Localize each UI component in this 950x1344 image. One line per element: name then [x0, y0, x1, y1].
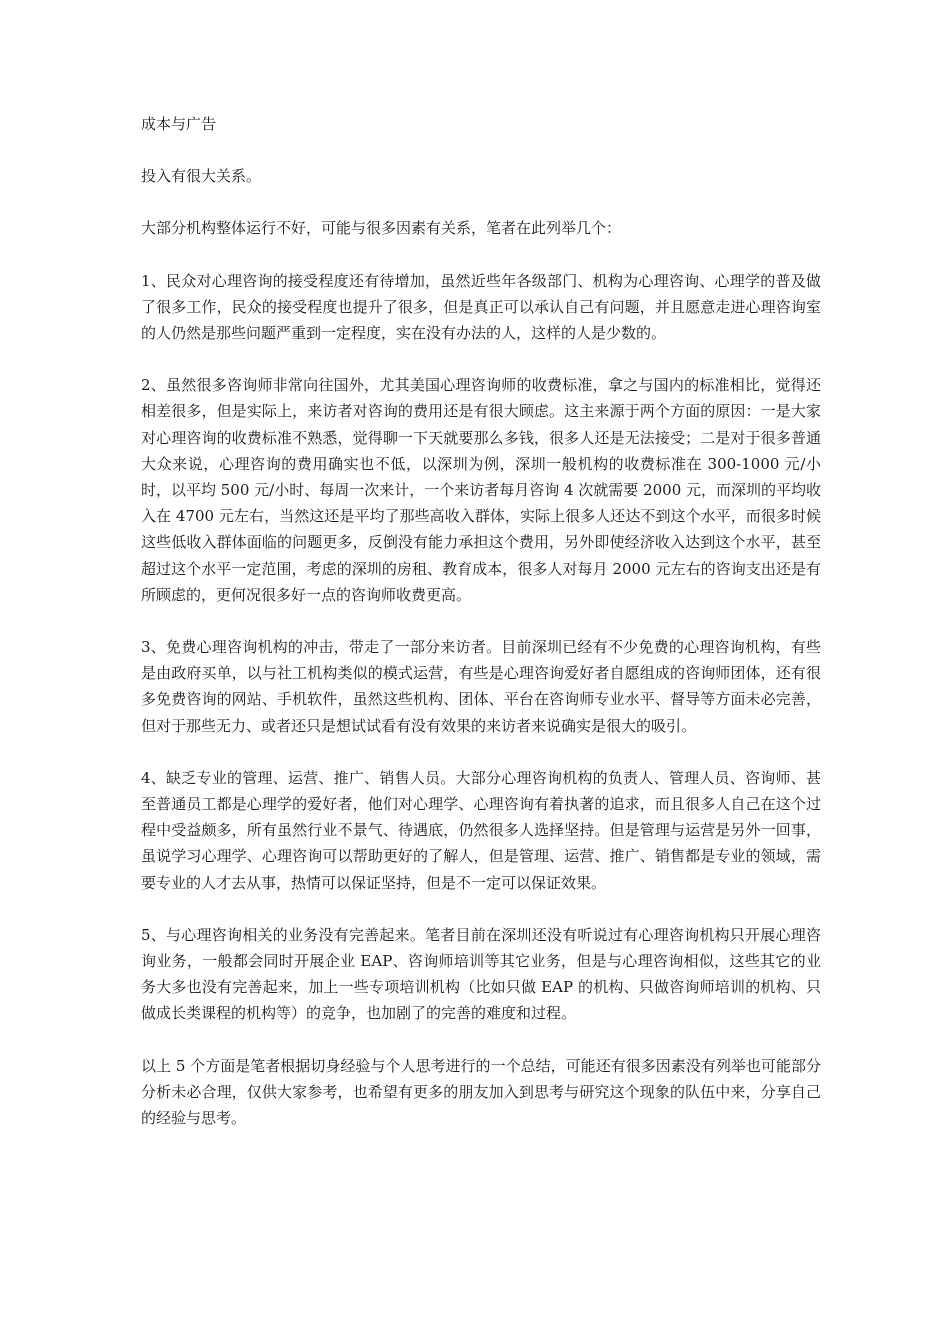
paragraph-fragment: 投入有很大关系。 [141, 167, 262, 186]
paragraph-conclusion: 以上 5 个方面是笔者根据切身经验与个人思考进行的一个总结，可能还有很多因素没有列举也可能部分分析未必合理，仅供大家参考，也希望有更多的朋友加入到思考与研究这个现象的队伍中来，分享自己的经验与思考。 [141, 1056, 821, 1128]
paragraph-point-1: 1、民众对心理咨询的接受程度还有待增加，虽然近些年各级部门、机构为心理咨询、心理学的普及做了很多工作，民众的接受程度也提升了很多，但是真正可以承认自己有问题，并且愿意走进心理咨询室的人仍然是那些问题严重到一定程度，实在没有办法的人，这样的人是少数的。 [141, 271, 821, 343]
paragraph-heading-fragment: 成本与广告 [141, 115, 217, 133]
paragraph-point-3: 3、免费心理咨询机构的冲击，带走了一部分来访者。目前深圳已经有不少免费的心理咨询机构，有些是由政府买单，以与社工机构类似的模式运营，有些是心理咨询爱好者自愿组成的咨询师团体，还有很多免费咨询的网站、手机软件，虽然这些机构、团体、平台在咨询师专业水平、督导等方面未必完善，但对于那些无力、或者还只是想试试看有没有效果的来访者来说确实是很大的吸引。 [141, 638, 821, 735]
paragraph-point-4: 4、缺乏专业的管理、运营、推广、销售人员。大部分心理咨询机构的负责人、管理人员、咨询师、甚至普通员工都是心理学的爱好者，他们对心理学、心理咨询有着执著的追求，而且很多人自己在这个过程中受益颇多，所有虽然行业不景气、待遇底，仍然很多人选择坚持。但是管理与运营是另外一回事，虽说学习心理学、心理咨询可以帮助更好的了解人，但是管理、运营、推广、销售都是专业的领域，需要专业的人才去从事，热情可以保证坚持，但是不一定可以保证效果。 [141, 768, 821, 892]
document-body [141, 111, 821, 1157]
paragraph-point-5: 5、与心理咨询相关的业务没有完善起来。笔者目前在深圳还没有听说过有心理咨询机构只开展心理咨询业务，一般都会同时开展企业 EAP、咨询师培训等其它业务，但是与心理咨询相似，这些其它的业务大多也没有完善起来，加上一些专项培训机构（比如只做 EAP 的机构、只做咨询师培训的机构、只做成长类课程的机构等）的竞争，也加剧了的完善的难度和过程。 [141, 925, 821, 1023]
paragraph-point-2: 2、虽然很多咨询师非常向往国外，尤其美国心理咨询师的收费标准，拿之与国内的标准相比，觉得还相差很多，但是实际上，来访者对咨询的费用还是有很大顾虑。这主来源于两个方面的原因：一是大家对心理咨询的收费标准不熟悉，觉得聊一下天就要那么多钱，很多人还是无法接受；二是对于很多普通大众来说，心理咨询的费用确实也不低，以深圳为例，深圳一般机构的收费标准在 300-1000 元/小时，以平均 500 元/小时、每周一次来计，一个来访者每月咨询 4 次就需要 2000 元，而深圳的平均收入在 4700 元左右，当然这还是平均了那些高收入群体，实际上很多人还达不到这个水平，而很多时候这些低收入群体面临的问题更多，反倒没有能力承担这个费用，另外即使经济收入达到这个水平，甚至超过这个水平一定范围，考虑的深圳的房租、教育成本，很多人对每月 2000 元左右的咨询支出还是有所顾虑的，更何况很多好一点的咨询师收费更高。 [141, 376, 822, 604]
paragraph-intro: 大部分机构整体运行不好，可能与很多因素有关系，笔者在此列举几个： [141, 219, 622, 238]
